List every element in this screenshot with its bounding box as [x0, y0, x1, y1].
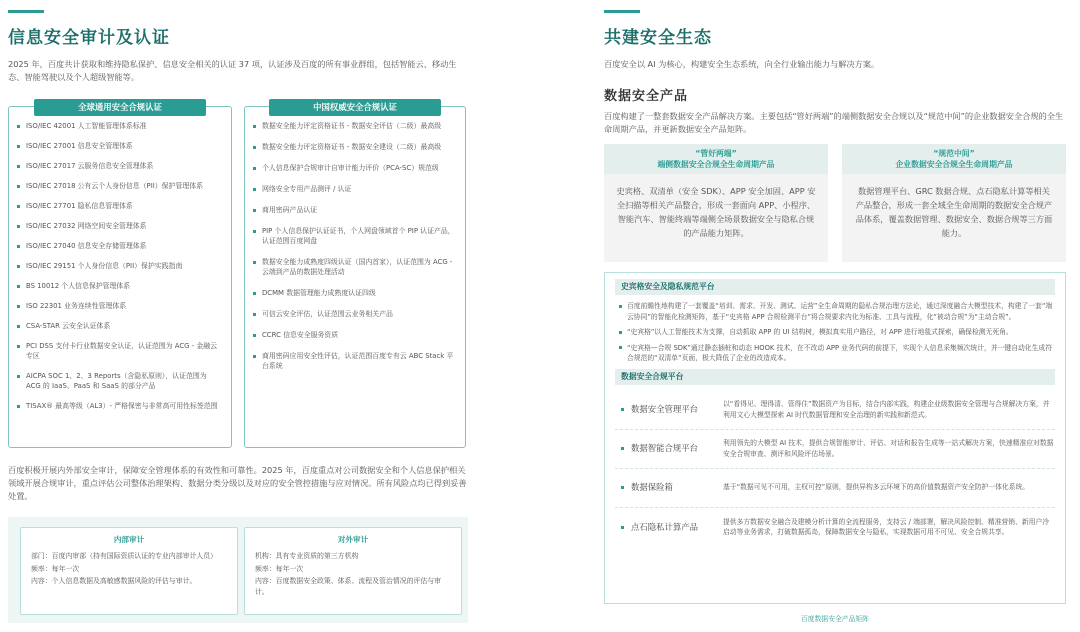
table-row-desc: 提供多方数据安全融合及建模分析计算的全流程服务，支持云 / 端部署，解决风险控制、精准营销、新用户冷启动等业务需求，打破数据孤岛，保障数据安全与隐私，实现数据可用不可见、安全合规共享。 — [723, 517, 1050, 536]
list-item: 可信云安全评估，认证范围云业务相关产品 — [253, 309, 457, 319]
table-row-desc: 以“看得见、理得清、管得住”数据资产为目标，结合内部实践，构建企业级数据安全管理与合规解决方案，并利用文心大模型探索 AI 时代数据管理和安全治理的新实践和新范式。 — [723, 400, 1050, 419]
internal-audit-line: 频率：每年一次 — [31, 564, 80, 573]
list-item: ISO/IEC 27017 云服务信息安全管理体系 — [17, 161, 223, 171]
list-item: 个人信息保护合规审计自审计能力评价（PCA-SC）规范级 — [253, 163, 457, 173]
list-item: CSA-STAR 云安全认证体系 — [17, 321, 223, 331]
list-item: PIP 个人信息保护认证证书，个人网盘领域首个 PIP 认证产品，认证范围百度网盘 — [253, 226, 457, 246]
list-item: ISO/IEC 27018 公有云个人身份信息（PII）保护管理体系 — [17, 181, 223, 191]
list-item: 商用密码产品认证 — [253, 205, 457, 215]
table-row-name: 点石隐私计算产品 — [615, 521, 715, 534]
global-cert-box — [8, 102, 232, 448]
list-item: CCRC 信息安全服务资质 — [253, 330, 457, 340]
list-item: “史宾格”以人工智能技术为支撑，自动抓取 APP 的 UI 结构树，模拟真实用户路径，对 APP 进行地毯式探索，确保检测无死角。 — [615, 327, 1055, 338]
list-item: ISO 22301 业务连续性管理体系 — [17, 301, 223, 311]
table-row — [615, 430, 1055, 469]
list-item: 百度前瞻性地构建了一套覆盖“培训、需求、开发、测试、运营”全生命周期的隐私合规治理方法论，通过深度融合大模型技术，构建了一套“端云协同”的智能化检测矩阵，基于“史宾格 APP 合规检测平台”将合规要求内化为标准、工具与流程，化“被动合规”为“主动合规”。 — [615, 301, 1055, 322]
table-row-name: 数据安全管理平台 — [615, 403, 715, 416]
internal-audit-line: 部门：百度内审部（持有国际资质认证的专业内部审计人员） — [31, 552, 218, 560]
section-title-ecosystem: 共建安全生态 — [604, 28, 712, 48]
list-item: TISAX® 最高等级（AL3）- 严格保密与非常高可用性标签范围 — [17, 401, 223, 411]
compliance-platform-table — [615, 391, 1055, 547]
product-card-header — [842, 144, 1066, 174]
figure-caption: 百度数据安全产品矩阵 — [801, 615, 869, 623]
list-item: ISO/IEC 27032 网络空间安全管理体系 — [17, 221, 223, 231]
external-audit-title: 对外审计 — [337, 535, 369, 544]
external-audit-line: 机构：具有专业资质的第三方机构 — [255, 552, 359, 560]
list-item: 数据安全能力评定资格证书 - 数据安全评估（二级）最高级 — [253, 121, 457, 131]
list-item: ISO/IEC 29151 个人身份信息（PII）保护实践指南 — [17, 261, 223, 271]
product-card-header — [604, 144, 828, 174]
list-item: 数据安全能力评定资格证书 - 数据安全建设（二级）最高级 — [253, 142, 457, 152]
list-item: ISO/IEC 27040 信息安全存储管理体系 — [17, 241, 223, 251]
list-item: ISO/IEC 27701 隐私信息管理体系 — [17, 201, 223, 211]
internal-audit-title: 内部审计 — [113, 535, 145, 544]
list-item: 商用密码应用安全性评估，认证范围百度专有云 ABC Stack 平台系统 — [253, 351, 457, 371]
table-row-desc: 基于“数据可见不可用，主权可控”原则，提供异构多云环境下的高价值数据资产安全防护一体化系统。 — [723, 483, 1030, 492]
product-matrix-panel — [604, 272, 1066, 604]
subsection-title-products: 数据安全产品 — [604, 89, 689, 104]
certification-boxes — [8, 98, 468, 458]
product-cards — [604, 144, 1066, 262]
right-column — [604, 0, 1066, 623]
spinger-section-title: 史宾格安全及隐私规范平台 — [615, 279, 1055, 295]
product-card-title-line1: “规范中间” — [933, 149, 975, 158]
table-row — [615, 469, 1055, 508]
table-row — [615, 508, 1055, 547]
product-card-body: 史宾格、双清单（安全 SDK）、APP 安全加固、APP 安全扫描等相关产品整合，形成一套面向 APP、小程序、智能汽车、智能终端等端侧全场景数据安全与隐私合规的产品能力矩阵。 — [616, 186, 816, 238]
audit-panel — [8, 517, 468, 623]
list-item: ISO/IEC 42001 人工智能管理体系标准 — [17, 121, 223, 131]
china-cert-title: 中国权威安全合规认证 — [269, 99, 441, 116]
list-item: ISO/IEC 27001 信息安全管理体系 — [17, 141, 223, 151]
list-item: 网络安全专用产品测评 / 认证 — [253, 184, 457, 194]
title-accent-bar — [8, 10, 44, 13]
left-column — [8, 0, 468, 623]
title-accent-bar — [604, 10, 640, 13]
product-card-endpoint — [604, 144, 828, 262]
product-card-title-line2: 企业数据安全合规全生命周期产品 — [895, 160, 1013, 169]
internal-audit-line: 内容：个人信息数据及高敏感数据风险的评估与审计。 — [31, 577, 197, 585]
product-card-title-line1: “管好两端” — [695, 149, 737, 158]
spinger-list — [615, 301, 1055, 364]
product-card-body: 数据管理平台、GRC 数据合规、点石隐私计算等相关产品整合，形成一套全域全生命周期的数据安全合规产品体系，覆盖数据管理、数据安全、数据合规等三方面能力。 — [855, 186, 1053, 238]
china-cert-list — [253, 121, 457, 371]
china-cert-box — [244, 102, 466, 448]
global-cert-list — [17, 121, 223, 411]
list-item: PCI DSS 支付卡行业数据安全认证，认证范围为 ACG - 金融云专区 — [17, 341, 223, 361]
compliance-platform-title: 数据安全合规平台 — [615, 369, 1055, 385]
list-item: “史宾格—合规 SDK”通过静态插桩和动态 HOOK 技术，在不改动 APP 业务代码的前提下，实现个人信息采集频次统计，并一键自动化生成符合规范的“双清单”页面，极大降低了企业的改造成本。 — [615, 343, 1055, 364]
internal-audit-card — [20, 527, 238, 615]
global-cert-title: 全球通用安全合规认证 — [34, 99, 206, 116]
list-item: DCMM 数据管理能力成熟度认证四级 — [253, 288, 457, 298]
product-card-title-line2: 端侧数据安全合规全生命周期产品 — [657, 160, 775, 169]
external-audit-card — [244, 527, 462, 615]
audit-paragraph: 百度积极开展内外部安全审计，保障安全管理体系的有效性和可靠性。2025 年，百度重点对公司数据安全和个人信息保护相关领域开展合规审计，重点评估公司整体治理架构、数据分类分级以及对应的安全管控措施与应对情况。所有风险点均已得到妥善处置。 — [8, 465, 467, 501]
table-row-desc: 利用领先的大模型 AI 技术，提供合规智能审计、评估、对话和报告生成等一站式解决方案，快速精准应对数据安全合规审查、测评和风险评估场景。 — [723, 439, 1054, 458]
table-row — [615, 391, 1055, 430]
list-item: BS 10012 个人信息保护管理体系 — [17, 281, 223, 291]
table-row-name: 数据智能合规平台 — [615, 442, 715, 455]
ecosystem-intro: 百度安全以 AI 为核心，构建安全生态系统，向全行业输出能力与解决方案。 — [604, 59, 880, 69]
section-title-audit: 信息安全审计及认证 — [8, 28, 170, 48]
table-row-name: 数据保险箱 — [615, 481, 715, 494]
external-audit-line: 内容：百度数据安全政策、体系、流程及管治情况的评估与审计。 — [255, 577, 442, 596]
products-paragraph: 百度构建了一整套数据安全产品解决方案。主要包括“管好两端”的端侧数据安全合规以及“规范中间”的企业数据安全合规的全生命周期产品，并更新数据安全产品矩阵。 — [604, 111, 1064, 134]
list-item: 数据安全能力成熟度四级认证（国内首家），认证范围为 ACG - 云端到产品的数据处理活动 — [253, 257, 457, 277]
list-item: AICPA SOC 1、2、3 Reports（含隐私原则），认证范围为 ACG 的 IaaS、PaaS 和 SaaS 的部分产品 — [17, 371, 223, 391]
audit-intro: 2025 年，百度共计获取和维持隐私保护、信息安全相关的认证 37 项，认证涉及百度的所有事业群组，包括智能云、移动生态、智能驾驶以及个人超级智能等。 — [8, 59, 457, 82]
product-card-enterprise — [842, 144, 1066, 262]
external-audit-line: 频率：每年一次 — [255, 564, 304, 573]
